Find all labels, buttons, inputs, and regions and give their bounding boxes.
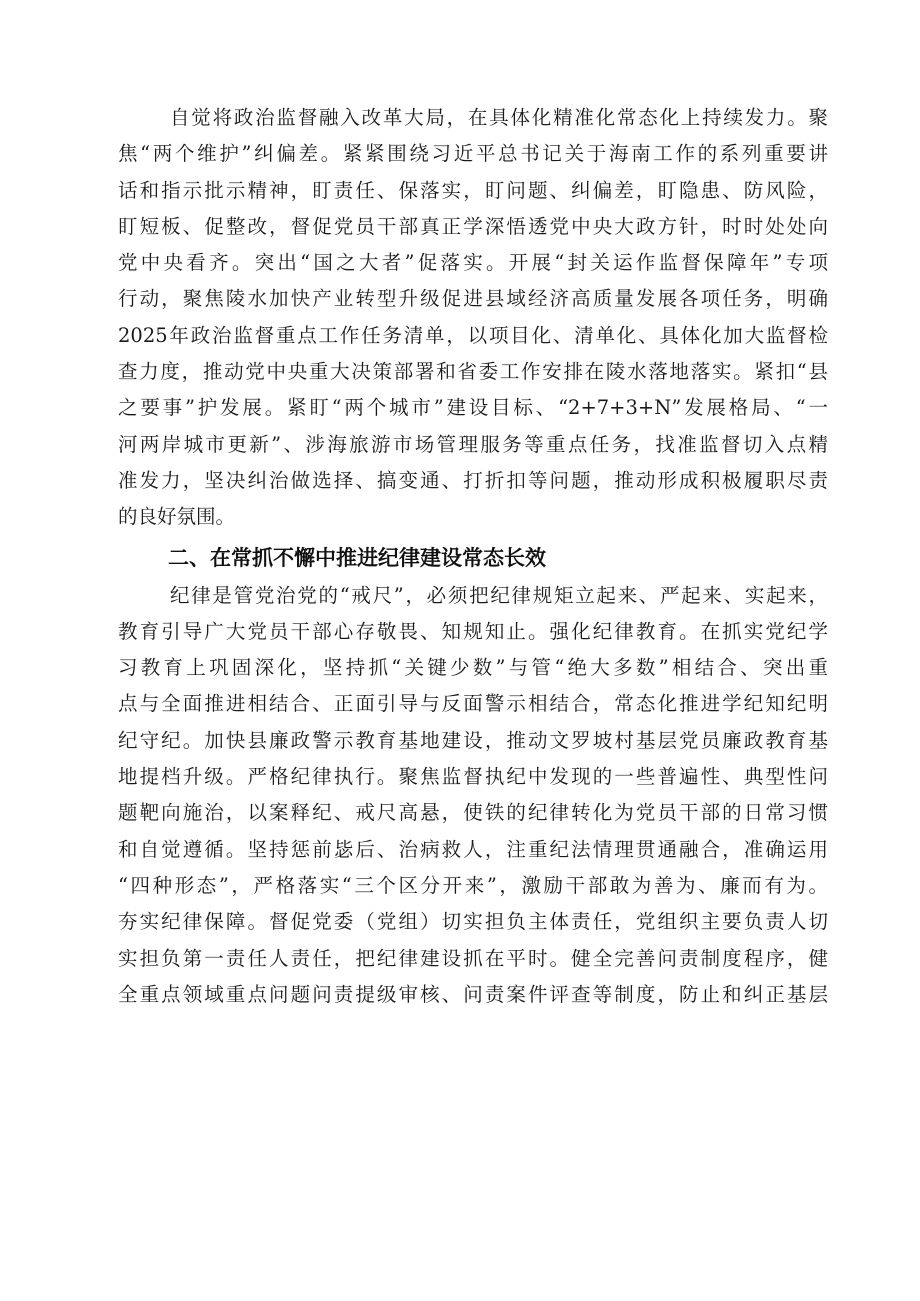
text-line: 习教育上巩固深化，坚持抓“关键少数”与管“绝大多数”相结合、突出重 [118, 656, 828, 680]
text-line: 查力度，推动党中央重大决策部署和省委工作安排在陵水落地落实。紧扣“县 [118, 360, 828, 384]
text-line: 实担负第一责任人责任，把纪律建设抓在平时。健全完善问责制度程序，健 [118, 946, 828, 970]
paragraph-political-supervision [118, 100, 828, 536]
text-line: 2025年政治监督重点工作任务清单，以项目化、清单化、具体化加大监督检 [118, 323, 828, 347]
text-line: 之要事”护发展。紧盯“两个城市”建设目标、“2+7+3+N”发展格局、“一 [118, 396, 828, 420]
text-line: 准发力，坚决纠治做选择、搞变通、打折扣等问题，推动形成积极履职尽责 [118, 468, 828, 492]
text-line: 话和指示批示精神，盯责任、保落实，盯问题、纠偏差，盯隐患、防风险， [118, 178, 828, 202]
document-body [118, 100, 828, 1013]
text-line: 河两岸城市更新”、涉海旅游市场管理服务等重点任务，找准监督切入点精 [118, 432, 828, 456]
text-line: 自觉将政治监督融入改革大局，在具体化精准化常态化上持续发力。聚 [170, 106, 828, 129]
text-line: 行动，聚焦陵水加快产业转型升级促进县域经济高质量发展各项任务，明确 [118, 287, 828, 311]
text-line: “四种形态”，严格落实“三个区分开来”，激励干部敢为善为、廉而有为。 [118, 873, 828, 897]
text-line: 题靶向施治，以案释纪、戒尺高悬，使铁的纪律转化为党员干部的日常习惯 [118, 801, 828, 825]
text-line: 全重点领域重点问题问责提级审核、问责案件评查等制度，防止和纠正基层 [118, 982, 828, 1006]
text-line: 党中央看齐。突出“国之大者”促落实。开展“封关运作监督保障年”专项 [118, 251, 828, 275]
paragraph-discipline-building [118, 578, 828, 1014]
text-line: 点与全面推进相结合、正面引导与反面警示相结合，常态化推进学纪知纪明 [118, 692, 828, 716]
text-line: 地提档升级。严格纪律执行。聚焦监督执纪中发现的一些普遍性、典型性问 [118, 765, 828, 789]
text-line: 夯实纪律保障。督促党委（党组）切实担负主体责任，党组织主要负责人切 [118, 910, 828, 934]
text-line: 的良好氛围。 [118, 505, 236, 529]
text-line: 焦“两个维护”纠偏差。紧紧围绕习近平总书记关于海南工作的系列重要讲 [118, 142, 828, 166]
section-heading: 二、在常抓不懈中推进纪律建设常态长效 [168, 545, 546, 570]
text-line: 纪律是管党治党的“戒尺”，必须把纪律规矩立起来、严起来、实起来， [170, 583, 828, 607]
text-line: 盯短板、促整改，督促党员干部真正学深悟透党中央大政方针，时时处处向 [118, 214, 828, 238]
text-line: 和自觉遵循。坚持惩前毖后、治病救人，注重纪法情理贯通融合，准确运用 [118, 837, 828, 861]
text-line: 教育引导广大党员干部心存敬畏、知规知止。强化纪律教育。在抓实党纪学 [118, 619, 828, 643]
text-line: 纪守纪。加快县廉政警示教育基地建设，推动文罗坡村基层党员廉政教育基 [118, 728, 828, 752]
